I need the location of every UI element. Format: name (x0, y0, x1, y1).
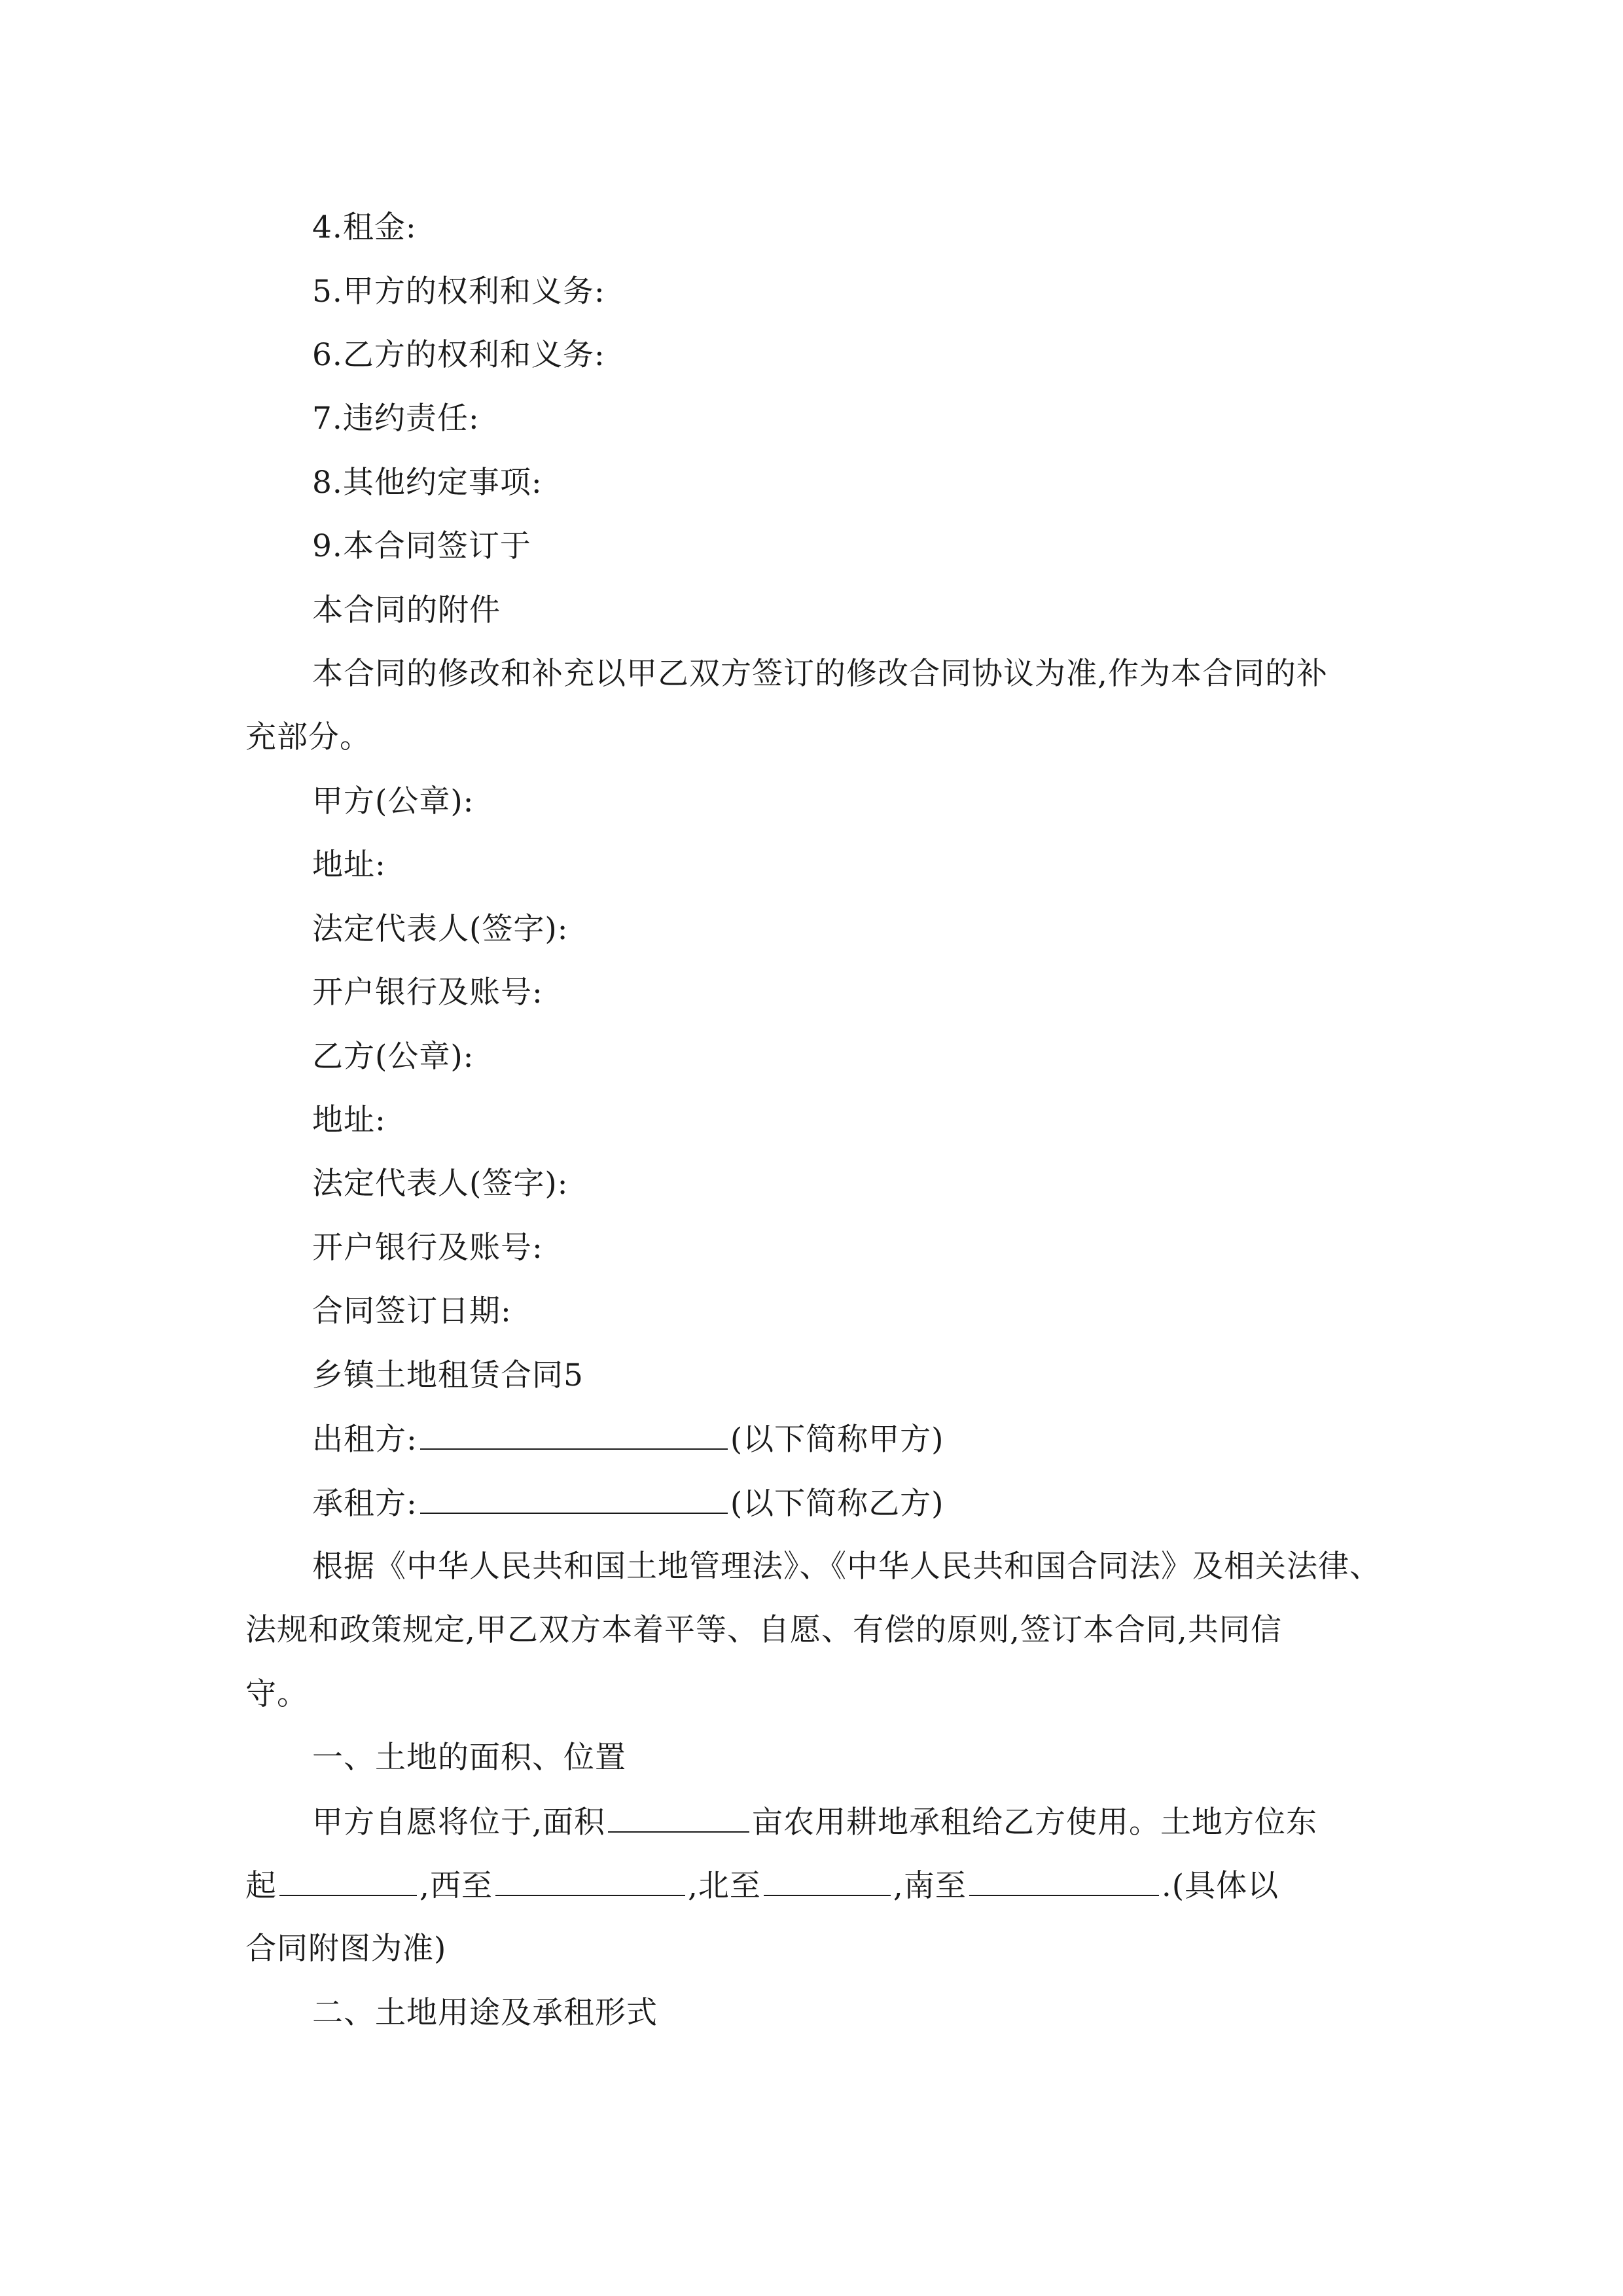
clause-6: 6.乙方的权利和义务: (312, 337, 605, 373)
lessee-line (312, 1484, 944, 1523)
s1-text-g: .(具体以 (1161, 1868, 1279, 1904)
s1-text-d: ,西至 (419, 1868, 493, 1904)
s1-text-f: ,南至 (893, 1868, 967, 1904)
party-b-seal: 乙方(公章): (312, 1039, 474, 1075)
party-b-address: 地址: (312, 1102, 386, 1138)
west-blank[interactable] (495, 1866, 685, 1896)
clause-7: 7.违约责任: (312, 401, 480, 437)
party-b-representative: 法定代表人(签字): (312, 1166, 569, 1202)
lessor-line (312, 1420, 944, 1459)
clause-8: 8.其他约定事项: (312, 465, 543, 501)
appendix-heading: 本合同的附件 (312, 592, 501, 628)
sign-date: 合同签订日期: (312, 1293, 512, 1329)
preamble-line-2: 法规和政策规定,甲乙双方本着平等、自愿、有偿的原则,签订本合同,共同信 (245, 1612, 1282, 1648)
party-a-seal: 甲方(公章): (312, 783, 474, 819)
s1-text-e: ,北至 (687, 1868, 761, 1904)
s1-text-c: 起 (245, 1868, 277, 1904)
south-blank[interactable] (969, 1866, 1159, 1896)
north-blank[interactable] (764, 1866, 891, 1896)
section-1-line-1 (312, 1803, 1317, 1842)
party-a-representative: 法定代表人(签字): (312, 911, 569, 947)
section-1-line-3: 合同附图为准) (245, 1931, 447, 1967)
east-blank[interactable] (279, 1866, 417, 1896)
s1-text-a: 甲方自愿将位于,面积 (312, 1804, 605, 1840)
lessee-suffix: (以下简称乙方) (730, 1486, 944, 1522)
section-1-line-2 (245, 1866, 1279, 1905)
s1-text-b: 亩农用耕地承租给乙方使用。土地方位东 (751, 1804, 1317, 1840)
party-b-bank: 开户银行及账号: (312, 1230, 543, 1266)
preamble-line-3: 守。 (245, 1676, 308, 1712)
lessor-blank[interactable] (420, 1420, 728, 1450)
lessee-label: 承租方: (312, 1486, 418, 1522)
section-1-heading: 一、土地的面积、位置 (312, 1740, 626, 1776)
section-2-heading: 二、土地用途及承租形式 (312, 1995, 658, 2031)
clause-4: 4.租金: (312, 209, 417, 245)
party-a-address: 地址: (312, 847, 386, 883)
lessee-blank[interactable] (420, 1484, 728, 1514)
preamble-line-1: 根据《中华人民共和国土地管理法》、《中华人民共和国合同法》及相关法律、 (312, 1549, 1381, 1585)
clause-5: 5.甲方的权利和义务: (312, 274, 605, 310)
lessor-label: 出租方: (312, 1422, 418, 1458)
lessor-suffix: (以下简称甲方) (730, 1422, 944, 1458)
contract-5-title: 乡镇土地租赁合同5 (312, 1357, 584, 1393)
appendix-paragraph-line-1: 本合同的修改和补充以甲乙双方签订的修改合同协议为准,作为本合同的补 (312, 656, 1328, 692)
party-a-bank: 开户银行及账号: (312, 975, 543, 1011)
appendix-paragraph-line-2: 充部分。 (245, 719, 371, 755)
area-blank[interactable] (608, 1803, 749, 1833)
clause-9: 9.本合同签订于 (312, 528, 531, 564)
